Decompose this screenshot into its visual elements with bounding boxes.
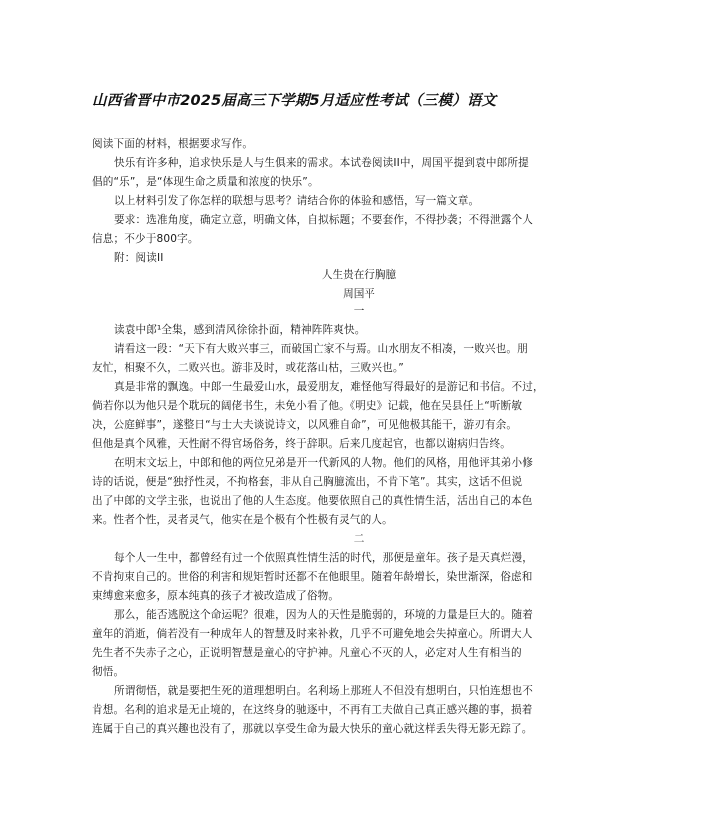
article-paragraph: 来。性者个性，灵者灵气，他实在是个极有个性极有灵气的人。 [92,514,393,526]
section-heading: 二 [353,533,365,545]
article-paragraph: 束缚愈来愈多，原本纯真的孩子才被改造成了俗物。 [92,590,340,602]
article-paragraph: 童年的消逝，倘若没有一种成年人的智慧及时来补救，几乎不可避免地会失掉童心。所谓大人 [92,628,533,640]
prompt-intro: 阅读下面的材料，根据要求写作。 [92,138,254,150]
article-paragraph: 肯想。名利的追求是无止境的，在这终身的驰逐中，不再有工夫做自己真正感兴趣的事，损着 [92,704,533,716]
article-paragraph: 所谓彻悟，就是要把生死的道理想明白。名利场上那班人不但没有想明白，只怕连想也不 [114,685,534,697]
document-title: 山西省晋中市2025届高三下学期5月适应性考试（三模）语文 [92,93,497,109]
article-paragraph: 那么，能否逃脱这个命运呢？很难，因为人的天性是脆弱的，环境的力量是巨大的。随着 [114,609,534,621]
prompt-paragraph: 快乐有许多种，追求快乐是人与生俱来的需求。本试卷阅读II中，周国平提到袁中郎所提 [114,157,529,169]
article-paragraph: 但他是真个风雅，天性耐不得官场俗务，终于辞职。后来几度起官，也都以谢病归告终。 [92,438,512,450]
prompt-paragraph: 倡的“乐”，是“体现生命之质量和浓度的快乐”。 [92,176,319,188]
prompt-paragraph: 以上材料引发了你怎样的联想与思考？请结合你的体验和感悟，写一篇文章。 [114,195,480,207]
article-paragraph: 真是非常的飘逸。中郎一生最爱山水，最爱朋友，难怪他写得最好的是游记和书信。不过， [114,381,544,393]
article-paragraph: 在明末文坛上，中郎和他的两位兄弟是开一代新风的人物。他们的风格，用他评其弟小修 [114,457,534,469]
article-paragraph: 出了中郎的文学主张，也说出了他的人生态度。他要依照自己的真性情生活，活出自己的本色 [92,495,533,507]
article-title: 人生贵在行胸臆 [321,269,397,281]
article-paragraph: 诗的话说，便是“独抒性灵，不拘格套，非从自己胸臆流出，不肯下笔”。其实，这话不但说 [92,476,523,488]
article-paragraph: 彻悟。 [92,666,125,678]
prompt-requirements: 信息；不少于800字。 [92,233,199,245]
article-paragraph: 倘若你以为他只是个耽玩的阔佬书生，未免小看了他。《明史》记载，他在吴县任上“听断敏 [92,400,523,412]
article-paragraph: 不肯拘束自己的。世俗的利害和规矩暂时还都不在他眼里。随着年龄增长，染世渐深，俗虑和 [92,571,533,583]
article-paragraph: 请看这一段：“天下有大败兴事三，而破国亡家不与焉。山水朋友不相凑，一败兴也。朋 [114,343,528,355]
prompt-appendix: 附：阅读II [114,252,164,264]
article-paragraph: 读袁中郎¹全集，感到清风徐徐扑面，精神阵阵爽快。 [114,324,366,336]
article-paragraph: 先生者不失赤子之心，正说明智慧是童心的守护神。凡童心不灭的人，必定对人生有相当的 [92,647,522,659]
section-heading: 一 [353,305,365,317]
article-paragraph: 连属于自己的真兴趣也没有了，那就以享受生命为最大快乐的童心就这样丢失得无影无踪了。 [92,723,533,735]
article-paragraph: 友忙，相聚不久，二败兴也。游非及时，或花落山枯，三败兴也。” [92,362,404,374]
article-paragraph: 决，公庭鲜事”，遂整日“与士大夫谈说诗文，以风雅自命”，可见他极其能干，游刃有余。 [92,419,518,431]
article-author: 周国平 [343,288,375,300]
prompt-requirements: 要求：选准角度，确定立意，明确文体，自拟标题；不要套作，不得抄袭；不得泄露个人 [114,214,534,226]
article-paragraph: 每个人一生中，都曾经有过一个依照真性情生活的时代，那便是童年。孩子是天真烂漫， [114,552,534,564]
